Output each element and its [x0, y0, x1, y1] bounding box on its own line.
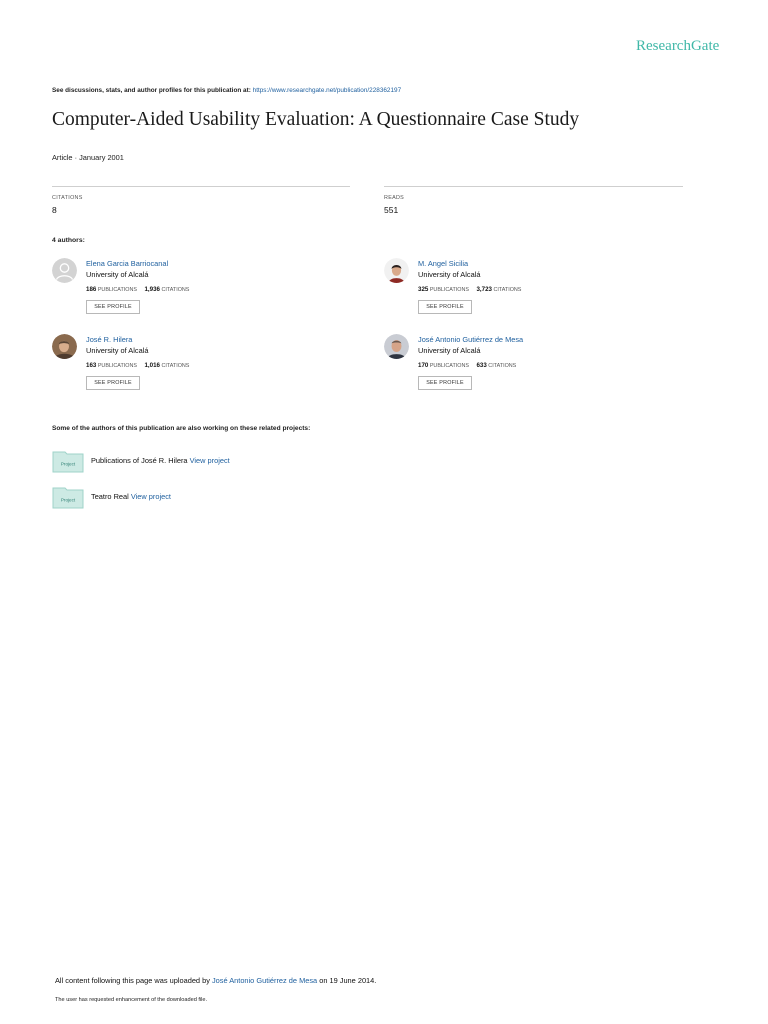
- project-title: Teatro Real: [91, 492, 129, 501]
- author-name[interactable]: Elena Garcia Barriocanal: [86, 259, 169, 268]
- author-name[interactable]: José R. Hilera: [86, 335, 133, 344]
- publication-title: Computer-Aided Usability Evaluation: A Questionnaire Case Study: [52, 109, 580, 130]
- author-citations-count: 1,936: [144, 286, 160, 293]
- citations-label: CITATIONS: [161, 287, 190, 293]
- citations-divider: [52, 186, 350, 187]
- author-institution: University of Alcalá: [418, 346, 481, 355]
- author-stats: [86, 286, 189, 293]
- profile-photo[interactable]: [384, 334, 409, 359]
- author-name[interactable]: M. Angel Sicilia: [418, 259, 469, 268]
- author-stats: [86, 362, 189, 369]
- project-text: [91, 492, 171, 501]
- author-stats: [418, 362, 516, 369]
- citations-label: CITATIONS: [52, 195, 83, 201]
- see-profile-button[interactable]: SEE PROFILE: [418, 376, 472, 390]
- citations-label: CITATIONS: [161, 363, 190, 369]
- author-institution: University of Alcalá: [86, 346, 149, 355]
- reads-label: READS: [384, 195, 405, 201]
- upload-notice: [55, 976, 376, 985]
- authors-heading: 4 authors:: [52, 237, 85, 244]
- discussions-text: See discussions, stats, and author profiles for this publication at:: [52, 87, 251, 94]
- author-publications-count: 186: [86, 286, 97, 293]
- reads-divider: [384, 186, 683, 187]
- discussions-line: [52, 87, 401, 94]
- researchgate-logo[interactable]: ResearchGate: [636, 38, 720, 54]
- publications-label: PUBLICATIONS: [429, 363, 469, 369]
- upload-prefix: All content following this page was uploaded by: [55, 976, 210, 985]
- project-folder-icon: [52, 487, 84, 509]
- project-text: [91, 456, 230, 465]
- placeholder-avatar-icon[interactable]: [52, 258, 77, 283]
- project-title: Publications of José R. Hilera: [91, 456, 188, 465]
- citations-label: CITATIONS: [493, 287, 522, 293]
- author-card: [52, 258, 342, 320]
- uploader-link[interactable]: José Antonio Gutiérrez de Mesa: [211, 976, 318, 985]
- project-item: [52, 487, 412, 511]
- author-citations-count: 633: [476, 362, 487, 369]
- author-citations-count: 1,016: [144, 362, 160, 369]
- reads-value: 551: [384, 205, 399, 215]
- project-icon-label: Project: [60, 461, 76, 467]
- publications-label: PUBLICATIONS: [97, 363, 137, 369]
- see-profile-button[interactable]: SEE PROFILE: [418, 300, 472, 314]
- see-profile-button[interactable]: SEE PROFILE: [86, 300, 140, 314]
- see-profile-button[interactable]: SEE PROFILE: [86, 376, 140, 390]
- author-card: [384, 334, 674, 396]
- author-card: [384, 258, 674, 320]
- author-publications-count: 170: [418, 362, 429, 369]
- enhancement-note: The user has requested enhancement of the downloaded file.: [55, 997, 208, 1003]
- author-card: [52, 334, 342, 396]
- view-project-link[interactable]: View project: [130, 492, 171, 501]
- project-folder-icon: [52, 451, 84, 473]
- project-item: [52, 451, 412, 475]
- publications-label: PUBLICATIONS: [429, 287, 469, 293]
- author-publications-count: 325: [418, 286, 429, 293]
- projects-heading: Some of the authors of this publication are also working on these related projects:: [52, 425, 311, 432]
- citations-value: 8: [52, 205, 57, 215]
- profile-photo[interactable]: [52, 334, 77, 359]
- view-project-link[interactable]: View project: [189, 456, 230, 465]
- author-institution: University of Alcalá: [418, 270, 481, 279]
- publication-meta: Article · January 2001: [52, 153, 124, 162]
- author-name[interactable]: José Antonio Gutiérrez de Mesa: [418, 335, 524, 344]
- project-icon-label: Project: [60, 497, 76, 503]
- citations-label: CITATIONS: [488, 363, 517, 369]
- author-citations-count: 3,723: [476, 286, 492, 293]
- profile-photo[interactable]: [384, 258, 409, 283]
- publication-url-link[interactable]: https://www.researchgate.net/publication/228362197: [252, 87, 402, 94]
- author-publications-count: 163: [86, 362, 97, 369]
- author-stats: [418, 286, 521, 293]
- publications-label: PUBLICATIONS: [97, 287, 137, 293]
- author-institution: University of Alcalá: [86, 270, 149, 279]
- upload-suffix: on 19 June 2014.: [319, 976, 377, 985]
